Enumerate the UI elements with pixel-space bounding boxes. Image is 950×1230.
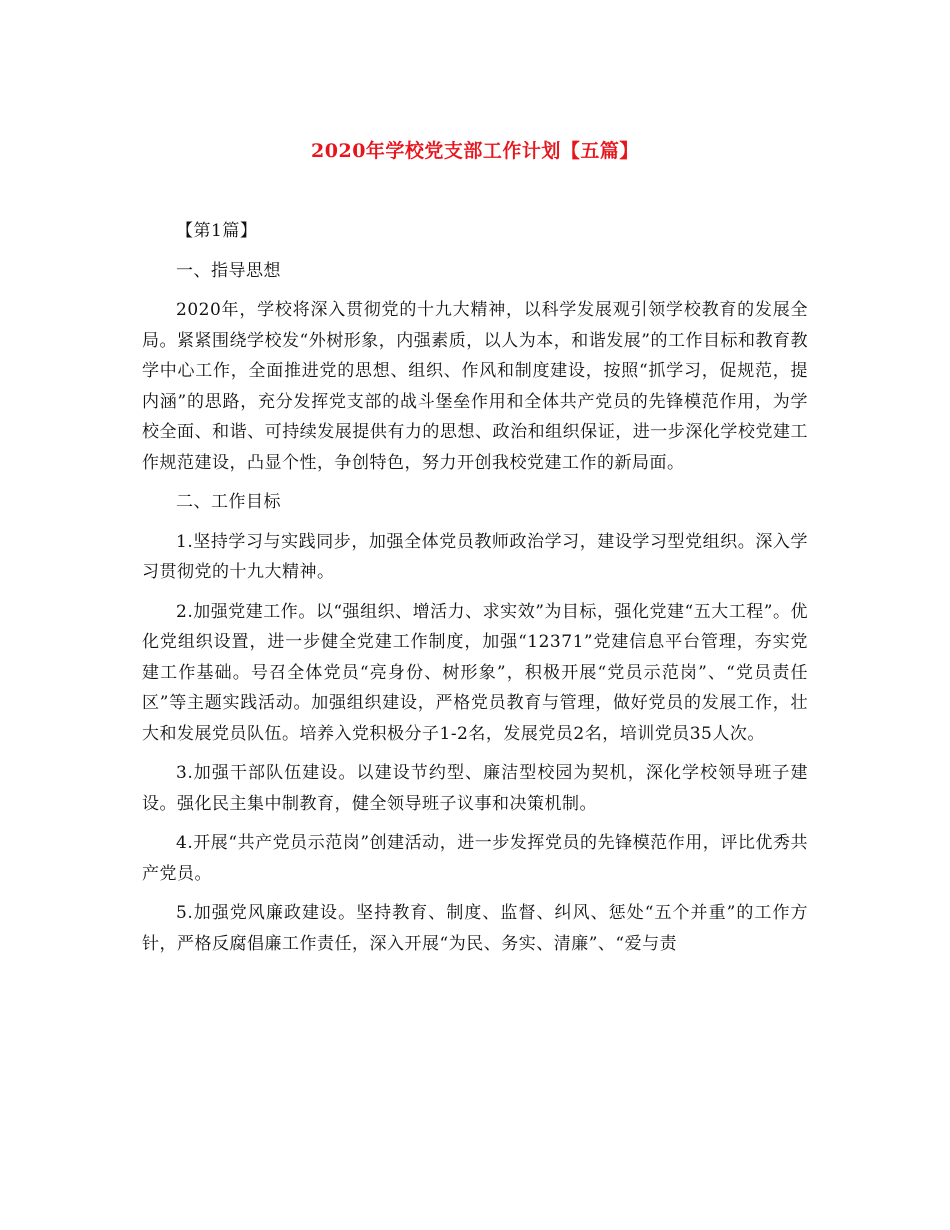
section-label: 【第1篇】 (176, 221, 258, 241)
paragraph-goal-4: 4.开展“共产党员示范岗”创建活动，进一步发挥党员的先锋模范作用，评比优秀共产党员。 (142, 833, 808, 884)
paragraph-goal-5: 5.加强党风廉政建设。坚持教育、制度、监督、纠风、惩处“五个并重”的工作方针，严格反腐倡廉工作责任，深入开展“为民、务实、清廉”、“爱与责 (142, 903, 808, 954)
paragraph-guiding-thought: 2020年，学校将深入贯彻党的十九大精神，以科学发展观引领学校教育的发展全局。紧紧围绕学校发“外树形象，内强素质，以人为本，和谐发展”的工作目标和教育教学中心工作，全面推进党的思想、组织、作风和制度建设，按照“抓学习，促规范，提内涵”的思路，充分发挥党支部的战斗堡垒作用和全体共产党员的先锋模范作用，为学校全面、和谐、可持续发展提供有力的思想、政治和组织保证，进一步深化学校党建工作规范建设，凸显个性，争创特色，努力开创我校党建工作的新局面。 (142, 300, 808, 473)
section-heading-guiding-thought: 一、指导思想 (176, 260, 281, 281)
paragraph-goal-3: 3.加强干部队伍建设。以建设节约型、廉洁型校园为契机，深化学校领导班子建设。强化民主集中制教育，健全领导班子议事和决策机制。 (142, 763, 808, 814)
paragraph-goal-2: 2.加强党建工作。以“强组织、增活力、求实效”为目标，强化党建“五大工程”。优化党组织设置，进一步健全党建工作制度，加强“12371”党建信息平台管理，夯实党建工作基础。号召全体党员“亮身份、树形象”，积极开展“党员示范岗”、“党员责任区”等主题实践活动。加强组织建设，严格党员教育与管理，做好党员的发展工作，壮大和发展党员队伍。培养入党积极分子1-2名，发展党员2名，培训党员35人次。 (142, 601, 808, 744)
document-body (142, 216, 808, 968)
section-heading-work-goals: 二、工作目标 (176, 492, 281, 512)
document-title: 2020年学校党支部工作计划【五篇】 (311, 140, 639, 162)
paragraph-goal-1: 1.坚持学习与实践同步，加强全体党员教师政治学习，建设学习型党组织。深入学习贯彻党的十九大精神。 (142, 531, 808, 582)
